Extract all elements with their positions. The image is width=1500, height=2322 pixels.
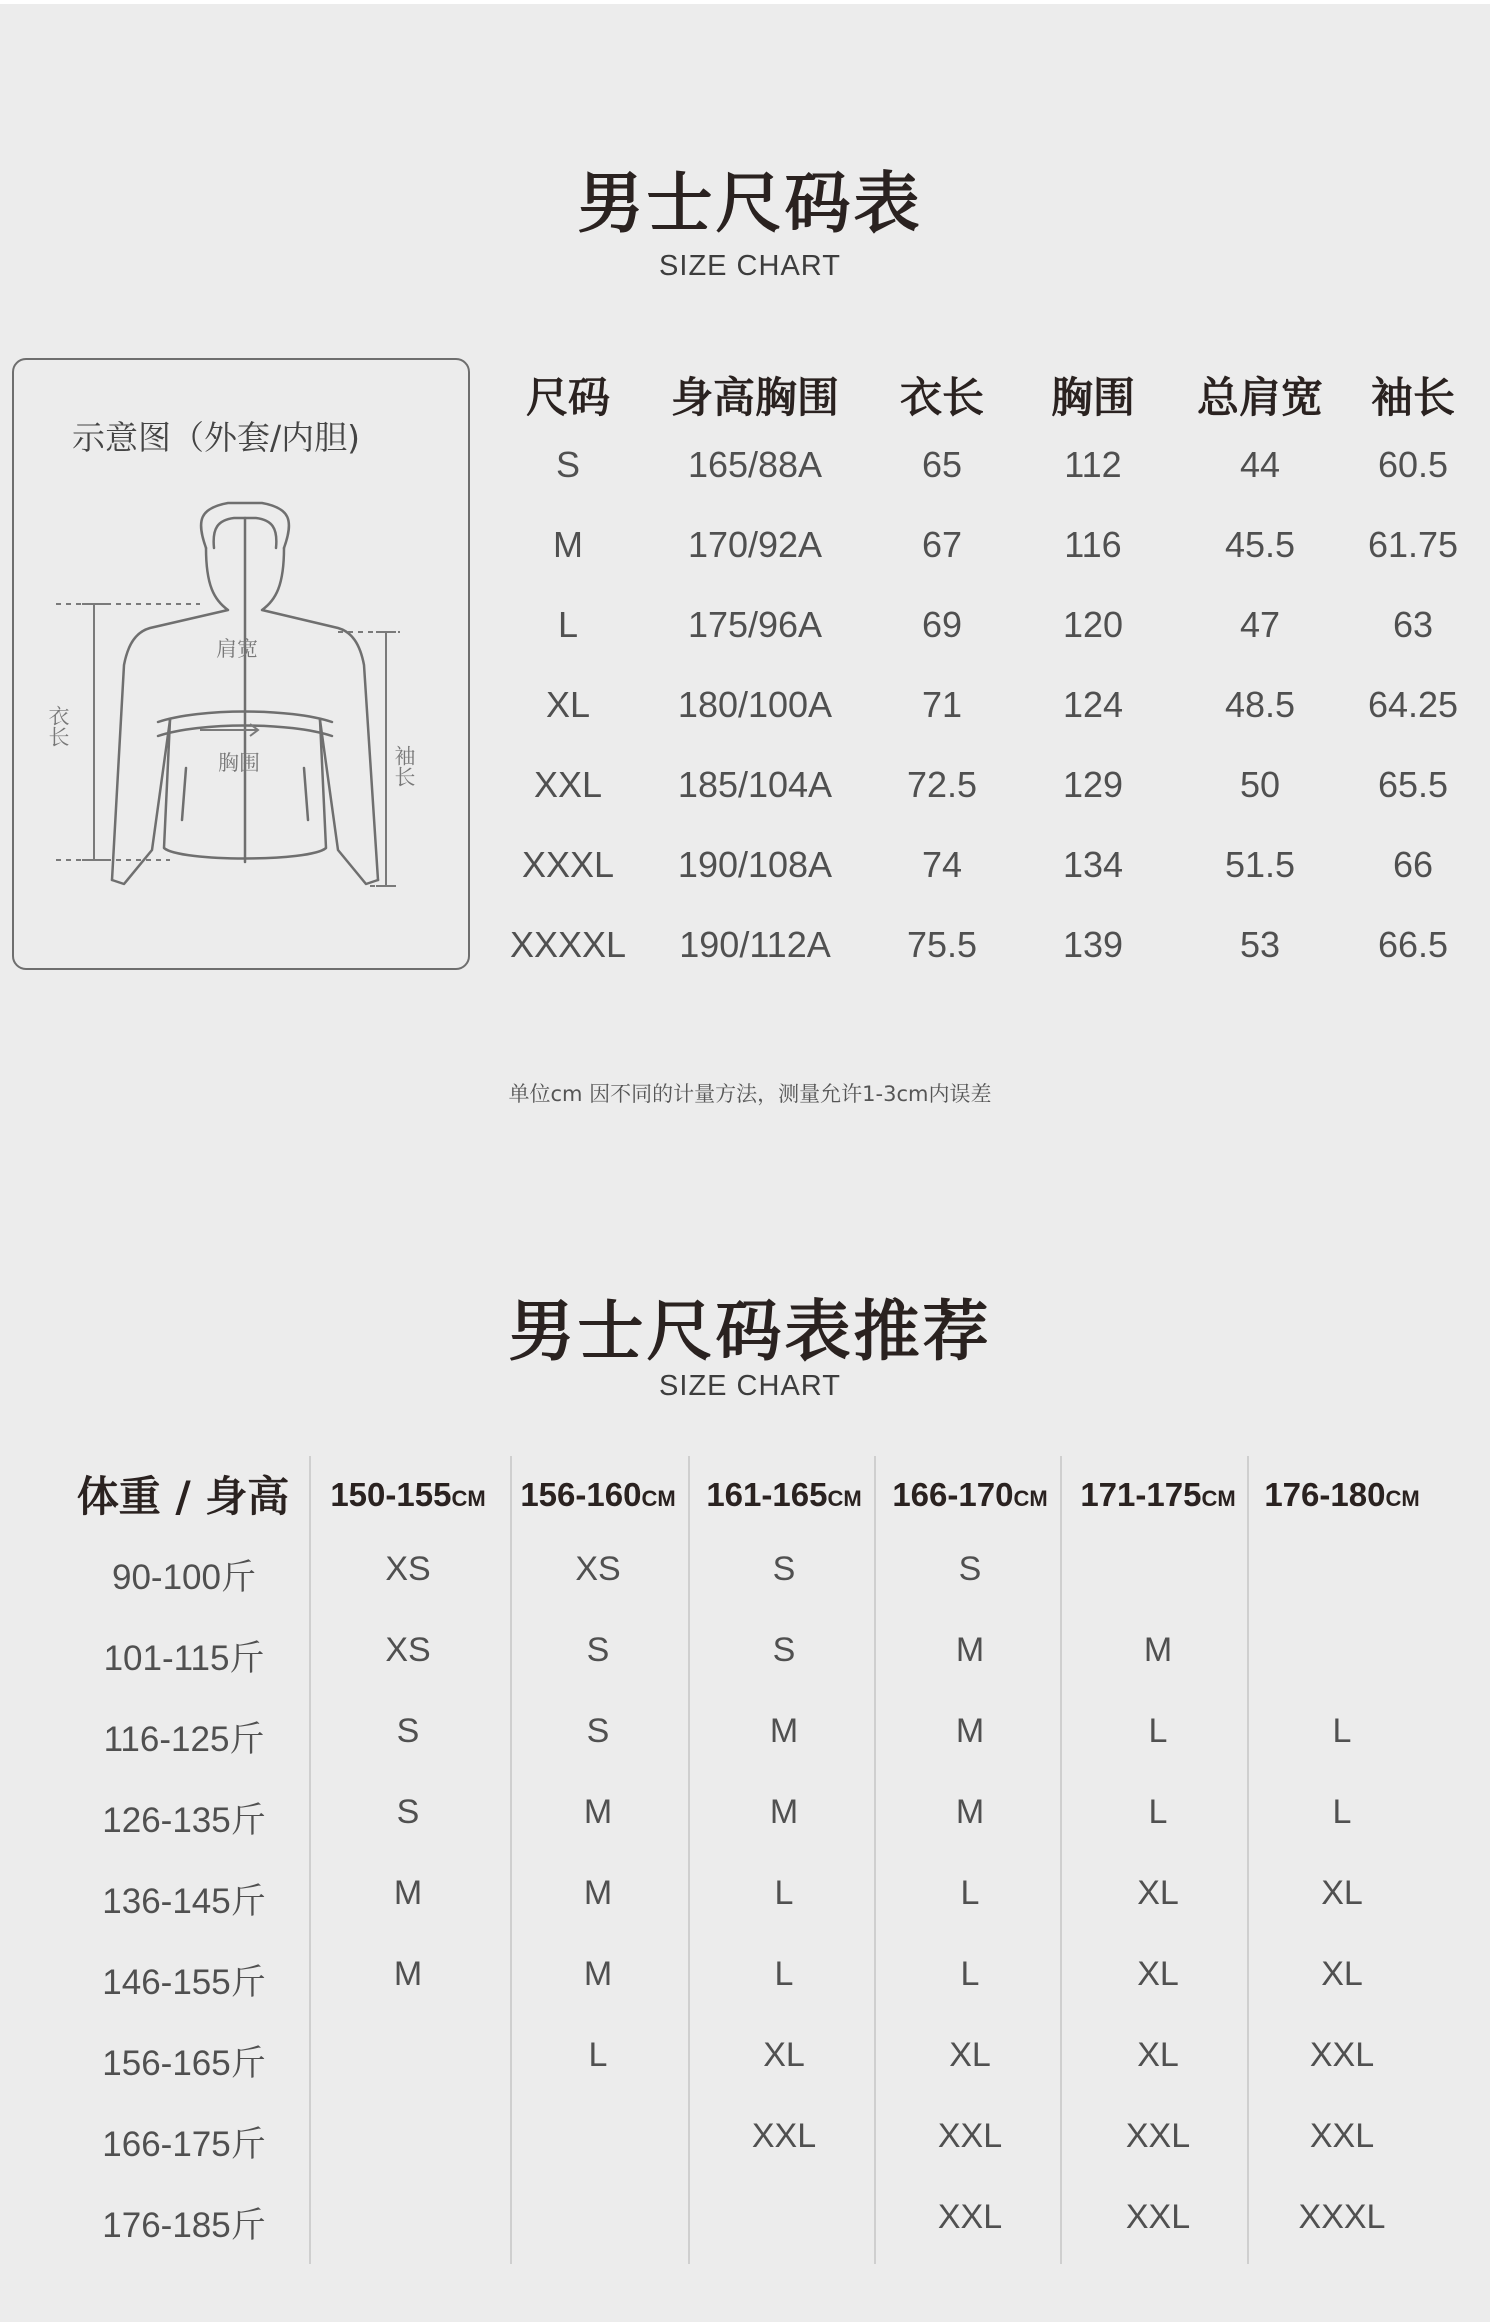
height-range-header: 156-160CM bbox=[520, 1476, 676, 1513]
spec-cell: 51.5 bbox=[1224, 844, 1296, 885]
recommended-size: L bbox=[1148, 1712, 1168, 1750]
recommended-size: L bbox=[960, 1874, 980, 1912]
recommended-size: L bbox=[1332, 1793, 1352, 1831]
spec-cell: 45.5 bbox=[1224, 524, 1296, 565]
recommended-size: M bbox=[393, 1955, 423, 1993]
spec-cell: 190/112A bbox=[679, 924, 831, 965]
spec-cell: 61.75 bbox=[1367, 524, 1459, 565]
jacket-illustration bbox=[0, 0, 480, 980]
size-chart-title: 男士尺码表 bbox=[577, 165, 923, 242]
spec-header: 袖长 bbox=[1370, 373, 1455, 422]
recommended-size: M bbox=[955, 1631, 985, 1669]
recommended-size: XL bbox=[763, 2036, 805, 2074]
recommended-size: L bbox=[1332, 1712, 1352, 1750]
recommended-size: S bbox=[772, 1550, 796, 1588]
spec-cell: 175/96A bbox=[687, 604, 823, 645]
spec-header: 总肩宽 bbox=[1196, 373, 1323, 422]
height-range-header: 171-175CM bbox=[1080, 1476, 1236, 1513]
spec-cell: 75.5 bbox=[906, 924, 978, 965]
recommended-size: S bbox=[772, 1631, 796, 1669]
recommended-size: S bbox=[396, 1793, 420, 1831]
recommended-size: XXL bbox=[1309, 2117, 1375, 2155]
spec-header: 尺码 bbox=[525, 373, 610, 422]
spec-cell: 120 bbox=[1062, 604, 1124, 645]
length-label: 衣长 bbox=[46, 705, 70, 747]
spec-cell: XXL bbox=[533, 764, 603, 805]
recommendation-title: 男士尺码表推荐 bbox=[508, 1293, 992, 1370]
spec-cell: M bbox=[553, 524, 583, 565]
spec-cell: 63 bbox=[1392, 604, 1434, 645]
spec-cell: 71 bbox=[921, 684, 963, 725]
recommended-size: L bbox=[960, 1955, 980, 1993]
recommendation-subtitle: SIZE CHART bbox=[659, 1370, 841, 1402]
weight-range-label: 156-165斤 bbox=[102, 2044, 266, 2083]
recommended-size: XXL bbox=[1125, 2117, 1191, 2155]
recommended-size: M bbox=[1143, 1631, 1173, 1669]
diagram-label: 示意图（外套/内胆) bbox=[72, 418, 360, 457]
recommended-size: M bbox=[583, 1874, 613, 1912]
spec-cell: 112 bbox=[1064, 444, 1122, 485]
spec-cell: 72.5 bbox=[906, 764, 978, 805]
spec-header: 衣长 bbox=[899, 373, 984, 422]
recommended-size: XXL bbox=[937, 2117, 1003, 2155]
recommended-size: XL bbox=[949, 2036, 991, 2074]
recommended-size: XL bbox=[1321, 1874, 1363, 1912]
spec-cell: 180/100A bbox=[677, 684, 833, 725]
recommended-size: XL bbox=[1137, 2036, 1179, 2074]
height-range-header: 166-170CM bbox=[892, 1476, 1048, 1513]
sleeve-label: 袖长 bbox=[392, 745, 416, 787]
recommended-size: XL bbox=[1137, 1955, 1179, 1993]
spec-cell: XXXL bbox=[521, 844, 615, 885]
spec-cell: 48.5 bbox=[1224, 684, 1296, 725]
weight-range-label: 136-145斤 bbox=[102, 1882, 266, 1921]
spec-cell: 65.5 bbox=[1377, 764, 1449, 805]
height-range-header: 176-180CM bbox=[1264, 1476, 1420, 1513]
spec-cell: 116 bbox=[1064, 524, 1122, 565]
recommended-size: XXL bbox=[937, 2198, 1003, 2236]
recommended-size: XS bbox=[385, 1550, 431, 1588]
recommended-size: S bbox=[396, 1712, 420, 1750]
recommended-size: M bbox=[769, 1793, 799, 1831]
spec-cell: 60.5 bbox=[1377, 444, 1449, 485]
recommended-size: XL bbox=[1137, 1874, 1179, 1912]
recommended-size: M bbox=[955, 1712, 985, 1750]
weight-range-label: 90-100斤 bbox=[112, 1558, 256, 1597]
recommended-size: XL bbox=[1321, 1955, 1363, 1993]
weight-height-corner: 体重 / 身高 bbox=[76, 1472, 290, 1521]
weight-range-label: 101-115斤 bbox=[103, 1639, 265, 1678]
weight-range-label: 146-155斤 bbox=[102, 1963, 266, 2002]
spec-cell: XL bbox=[545, 684, 591, 725]
weight-range-label: 176-185斤 bbox=[102, 2206, 266, 2245]
recommended-size: XXL bbox=[751, 2117, 817, 2155]
spec-cell: 165/88A bbox=[687, 444, 823, 485]
spec-cell: 65 bbox=[921, 444, 963, 485]
recommended-size: XS bbox=[575, 1550, 621, 1588]
spec-header: 身高胸围 bbox=[670, 373, 839, 422]
spec-cell: 74 bbox=[921, 844, 963, 885]
recommended-size: L bbox=[1148, 1793, 1168, 1831]
spec-cell: 190/108A bbox=[677, 844, 833, 885]
recommended-size: M bbox=[583, 1955, 613, 1993]
spec-cell: 44 bbox=[1239, 444, 1281, 485]
recommended-size: M bbox=[769, 1712, 799, 1750]
spec-cell: 66.5 bbox=[1377, 924, 1449, 965]
spec-cell: 66 bbox=[1392, 844, 1434, 885]
recommended-size: XS bbox=[385, 1631, 431, 1669]
spec-cell: 134 bbox=[1062, 844, 1124, 885]
recommended-size: XXXL bbox=[1298, 2198, 1386, 2236]
weight-range-label: 166-175斤 bbox=[102, 2125, 266, 2164]
weight-range-label: 126-135斤 bbox=[102, 1801, 266, 1840]
recommended-size: XXL bbox=[1309, 2036, 1375, 2074]
spec-cell: 129 bbox=[1062, 764, 1124, 805]
measurement-note: 单位cm 因不同的计量方法，测量允许1-3cm内误差 bbox=[508, 1082, 992, 1106]
shoulder-label: 肩宽 bbox=[216, 637, 258, 661]
height-range-header: 150-155CM bbox=[330, 1476, 486, 1513]
recommended-size: L bbox=[774, 1874, 794, 1912]
weight-range-label: 116-125斤 bbox=[103, 1720, 265, 1759]
recommended-size: L bbox=[588, 2036, 608, 2074]
right-edge bbox=[1490, 0, 1500, 2322]
recommended-size: M bbox=[393, 1874, 423, 1912]
spec-cell: 124 bbox=[1062, 684, 1124, 725]
spec-cell: 64.25 bbox=[1367, 684, 1459, 725]
spec-cell: 67 bbox=[921, 524, 963, 565]
recommended-size: S bbox=[958, 1550, 982, 1588]
spec-cell: L bbox=[557, 604, 579, 645]
recommended-size: M bbox=[583, 1793, 613, 1831]
recommended-size: S bbox=[586, 1631, 610, 1669]
recommended-size: L bbox=[774, 1955, 794, 1993]
recommended-size: XXL bbox=[1125, 2198, 1191, 2236]
recommended-size: S bbox=[586, 1712, 610, 1750]
chest-label: 胸围 bbox=[218, 751, 260, 775]
height-range-header: 161-165CM bbox=[706, 1476, 862, 1513]
spec-cell: 47 bbox=[1239, 604, 1281, 645]
spec-cell: 53 bbox=[1239, 924, 1281, 965]
spec-cell: 69 bbox=[921, 604, 963, 645]
column-divider bbox=[309, 1456, 311, 2264]
spec-cell: S bbox=[555, 444, 580, 485]
recommended-size: M bbox=[955, 1793, 985, 1831]
size-chart-subtitle: SIZE CHART bbox=[659, 250, 841, 282]
spec-cell: 185/104A bbox=[677, 764, 833, 805]
spec-cell: 170/92A bbox=[687, 524, 823, 565]
spec-cell: XXXXL bbox=[509, 924, 627, 965]
spec-cell: 50 bbox=[1239, 764, 1281, 805]
spec-header: 胸围 bbox=[1050, 373, 1135, 422]
spec-cell: 139 bbox=[1062, 924, 1124, 965]
